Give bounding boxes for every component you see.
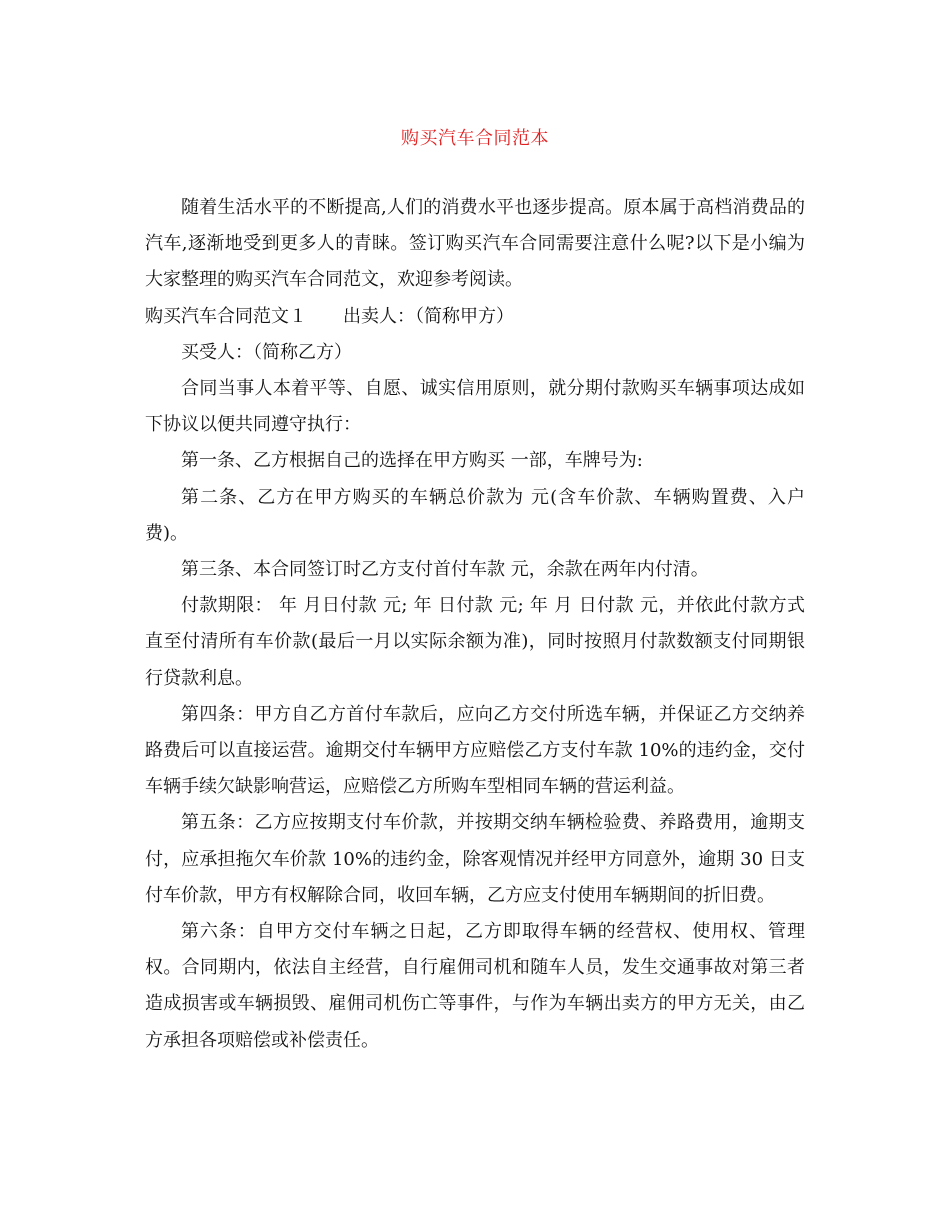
sample-heading: 购买汽车合同范文１ xyxy=(145,305,307,327)
clause-3: 第三条、本合同签订时乙方支付首付车款 元，余款在两年内付清。 xyxy=(181,559,709,581)
clause-4: 第四条：甲方自乙方首付车款后，应向乙方交付所选车辆，并保证乙方交纳养路费后可以直接运营。逾期交付车辆甲方应赔偿乙方支付车款 10%的违约金，交付车辆手续欠缺影响营运，应赔偿乙方所购车型相同车辆的营运利益。 xyxy=(145,703,805,798)
buyer-line: 买受人：（简称乙方） xyxy=(181,341,352,363)
clause-5: 第五条：乙方应按期支付车价款，并按期交纳车辆检验费、养路费用，逾期支付，应承担拖欠车价款 10%的违约金，除客观情况并经甲方同意外，逾期 30 日支付车价款，甲方有权解除合同，收回车辆，乙方应支付使用车辆期间的折旧费。 xyxy=(145,812,805,906)
seller-line: 出卖人：（简称甲方） xyxy=(343,305,514,327)
clause-6: 第六条：自甲方交付车辆之日起，乙方即取得车辆的经营权、使用权、管理权。合同期内，依法自主经营，自行雇佣司机和随车人员，发生交通事故对第三者造成损害或车辆损毁、雇佣司机伤亡等事件，与作为车辆出卖方的甲方无关，由乙方承担各项赔偿或补偿责任。 xyxy=(145,921,805,1051)
intro-paragraph: 随着生活水平的不断提高,人们的消费水平也逐步提高。原本属于高档消费品的汽车,逐渐地受到更多人的青睐。签订购买汽车合同需要注意什么呢?以下是小编为大家整理的购买汽车合同范文，欢迎参考阅读。 xyxy=(145,197,805,291)
clause-2: 第二条、乙方在甲方购买的车辆总价款为 元(含车价款、车辆购置费、入户费)。 xyxy=(145,486,805,544)
document-body xyxy=(145,190,805,1059)
clause-1: 第一条、乙方根据自己的选择在甲方购买 一部，车牌号为: xyxy=(181,450,643,472)
sample-heading-line xyxy=(145,299,805,335)
document-title: 购买汽车合同范本 xyxy=(401,128,549,149)
preamble-paragraph: 合同当事人本着平等、自愿、诚实信用原则，就分期付款购买车辆事项达成如下协议以便共同遵守执行： xyxy=(145,378,805,436)
payment-terms: 付款期限： 年 月日付款 元; 年 日付款 元; 年 月 日付款 元，并依此付款方式直至付清所有车价款(最后一月以实际余额为准)，同时按照月付款数额支付同期银行贷款利息。 xyxy=(145,595,805,689)
